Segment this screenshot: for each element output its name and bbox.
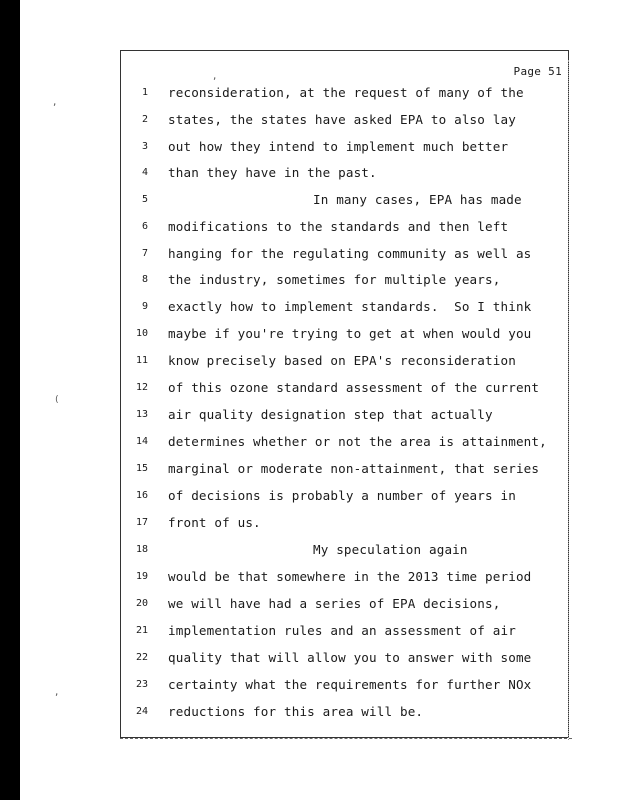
line-text: quality that will allow you to answer with some <box>168 650 532 665</box>
line-number: 6 <box>141 221 148 232</box>
scan-speck: ( <box>54 395 60 405</box>
line-text: maybe if you're trying to get at when would you <box>168 326 532 341</box>
scan-speck: , <box>54 688 60 698</box>
line-number: 10 <box>135 328 148 339</box>
line-number: 16 <box>135 490 148 501</box>
line-text: marginal or moderate non-attainment, that series <box>168 461 540 476</box>
line-number: 23 <box>135 679 148 690</box>
transcript-line <box>120 138 570 160</box>
page-bottom-edge <box>120 738 572 747</box>
transcript-line <box>120 111 570 133</box>
line-text: certainty what the requirements for further NOx <box>168 677 532 692</box>
line-number: 7 <box>141 248 148 259</box>
transcript-line <box>120 271 570 293</box>
line-text: the industry, sometimes for multiple years, <box>168 272 501 287</box>
transcript-line <box>120 379 570 401</box>
transcript-line <box>120 703 570 725</box>
line-text: modifications to the standards and then left <box>168 219 509 234</box>
line-text: implementation rules and an assessment of air <box>168 623 516 638</box>
line-text: know precisely based on EPA's reconsideration <box>168 353 516 368</box>
line-number: 15 <box>135 463 148 474</box>
line-text: In many cases, EPA has made <box>313 192 522 207</box>
transcript-line <box>120 676 570 698</box>
line-text: reductions for this area will be. <box>168 704 424 719</box>
line-text: states, the states have asked EPA to also lay <box>168 112 516 127</box>
transcript-line <box>120 460 570 482</box>
scan-border-bar <box>0 0 20 800</box>
line-number: 19 <box>135 571 148 582</box>
line-text: reconsideration, at the request of many of the <box>168 85 524 100</box>
line-text: we will have had a series of EPA decisions, <box>168 596 501 611</box>
transcript-line <box>120 164 570 186</box>
transcript-line <box>120 541 570 563</box>
line-number: 20 <box>135 598 148 609</box>
line-number: 17 <box>135 517 148 528</box>
line-text: exactly how to implement standards. So I think <box>168 299 532 314</box>
line-text: determines whether or not the area is attainment, <box>168 434 547 449</box>
line-number: 18 <box>135 544 148 555</box>
line-text: of this ozone standard assessment of the current <box>168 380 540 395</box>
line-text: My speculation again <box>313 542 468 557</box>
line-number: 12 <box>135 382 148 393</box>
line-number: 24 <box>135 706 148 717</box>
line-number: 13 <box>135 409 148 420</box>
line-number: 4 <box>141 167 148 178</box>
line-text: of decisions is probably a number of years in <box>168 488 516 503</box>
line-number: 1 <box>141 87 148 98</box>
transcript-line <box>120 568 570 590</box>
transcript-line <box>120 406 570 428</box>
transcript-line <box>120 352 570 374</box>
line-number: 21 <box>135 625 148 636</box>
line-number: 3 <box>141 141 148 152</box>
line-number: 2 <box>141 114 148 125</box>
line-number: 22 <box>135 652 148 663</box>
line-text: air quality designation step that actually <box>168 407 493 422</box>
transcript-line <box>120 298 570 320</box>
transcript-line <box>120 245 570 267</box>
transcript-line <box>120 595 570 617</box>
line-number: 11 <box>135 355 148 366</box>
transcript-line <box>120 622 570 644</box>
line-text: hanging for the regulating community as well as <box>168 246 532 261</box>
line-number: 9 <box>141 301 148 312</box>
scan-speck: , <box>212 72 218 82</box>
transcript-line <box>120 84 570 106</box>
line-number: 8 <box>141 274 148 285</box>
transcript-line <box>120 487 570 509</box>
line-text: than they have in the past. <box>168 165 377 180</box>
line-text: would be that somewhere in the 2013 time period <box>168 569 532 584</box>
line-text: out how they intend to implement much better <box>168 139 509 154</box>
page-number: Page 51 <box>513 65 562 78</box>
transcript-line <box>120 514 570 536</box>
line-number: 5 <box>141 194 148 205</box>
transcript-line <box>120 191 570 213</box>
transcript-line <box>120 325 570 347</box>
transcript-line <box>120 649 570 671</box>
transcript-line <box>120 433 570 455</box>
line-number: 14 <box>135 436 148 447</box>
transcript-line <box>120 218 570 240</box>
scan-speck: , <box>52 98 58 108</box>
line-text: front of us. <box>168 515 261 530</box>
